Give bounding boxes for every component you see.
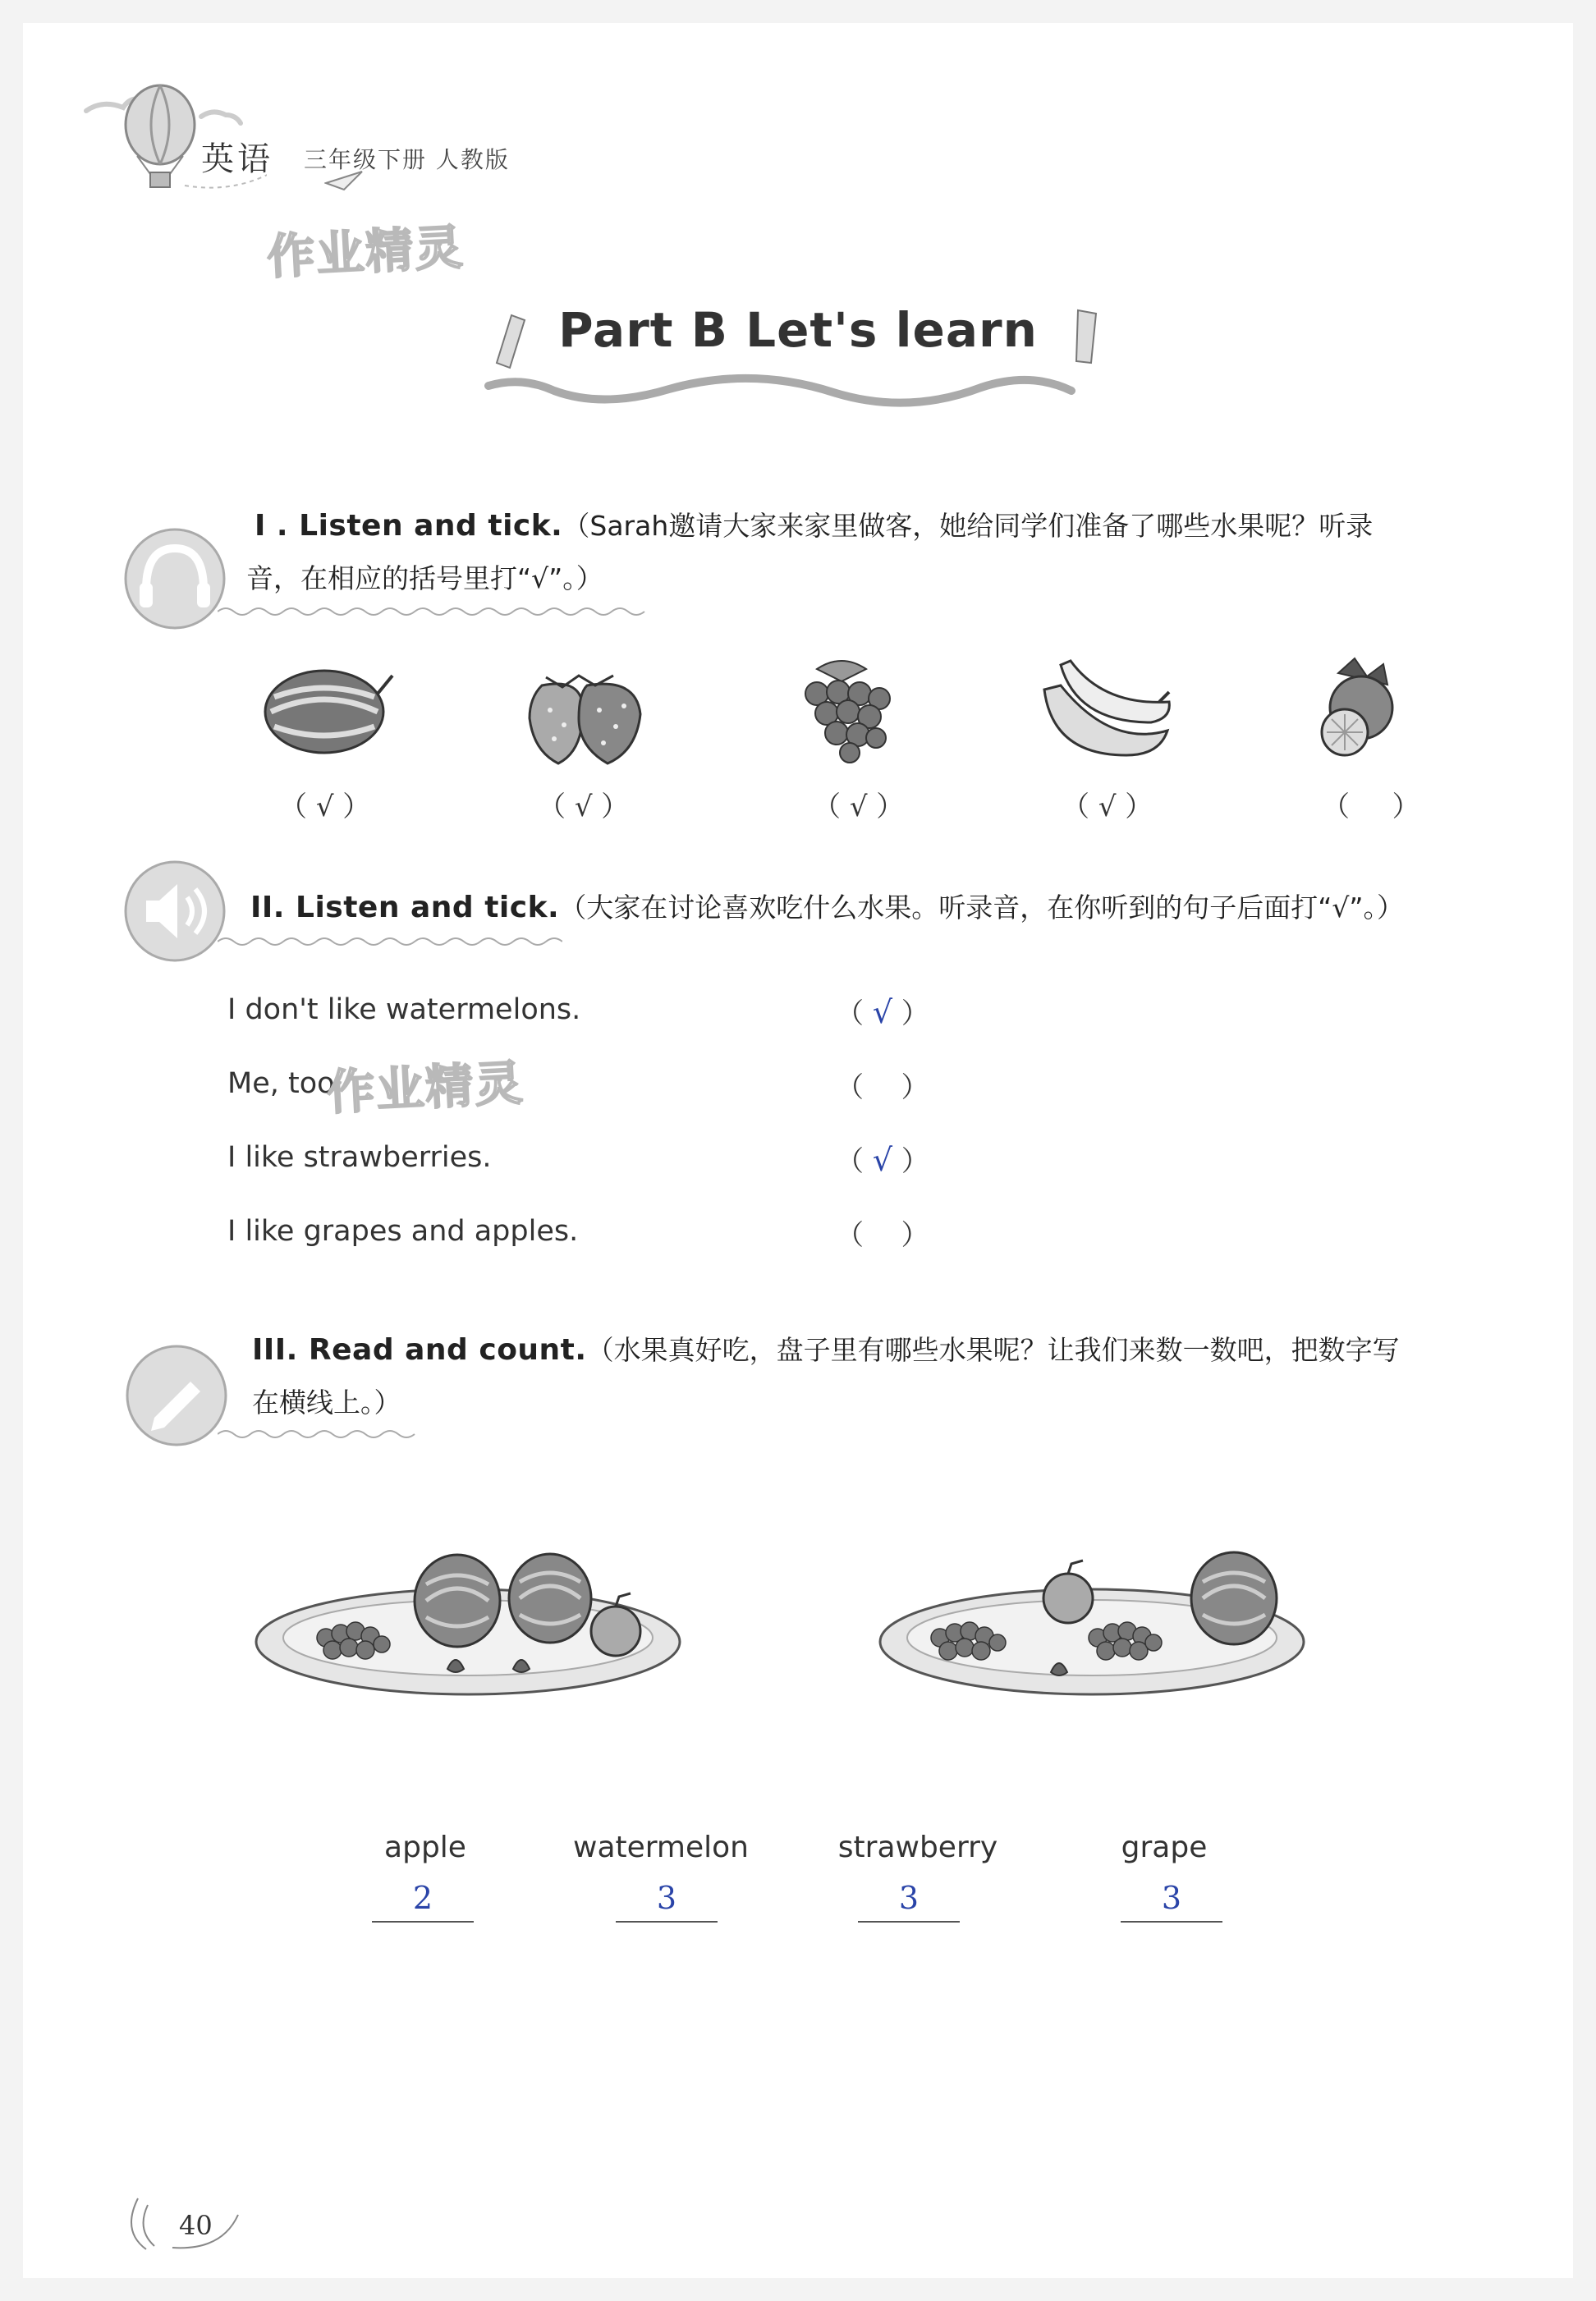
grapes-icon xyxy=(784,653,907,768)
count-answer-strawberry: 3 xyxy=(858,1880,960,1923)
count-word-watermelon: watermelon xyxy=(573,1831,749,1864)
fruit-answer-2: （ √ ） xyxy=(538,791,630,823)
page-number: 40 xyxy=(179,2210,213,2241)
sentence-1: I don't like watermelons. xyxy=(227,993,581,1026)
section3-instruction-2 xyxy=(252,1376,401,1430)
headphones-icon xyxy=(122,525,228,632)
speaker-icon xyxy=(122,858,228,965)
watermelon-icon xyxy=(263,661,394,759)
count-answer-grape: 3 xyxy=(1121,1880,1222,1923)
fruit-answer-5: （ ） xyxy=(1322,791,1420,823)
sentence-4-answer: （ ） xyxy=(836,1219,929,1252)
strawberry-icon xyxy=(521,661,653,768)
count-answer-apple: 2 xyxy=(372,1880,474,1923)
count-word-grape: grape xyxy=(1121,1831,1208,1864)
sentence-3-answer: （ √ ） xyxy=(836,1142,929,1178)
section3-instruction-2-text: 在横线上。） xyxy=(252,1387,401,1419)
count-answer-watermelon: 3 xyxy=(616,1880,718,1923)
sentence-2-answer: （ ） xyxy=(836,1071,929,1104)
section3-instruction-1: （水果真好吃，盘子里有哪些水果呢？让我们来数一数吧，把数字写 xyxy=(586,1334,1400,1366)
orange-icon xyxy=(1305,657,1412,763)
answer-mark: √ xyxy=(872,1142,893,1178)
watermark-text: 作业精灵 xyxy=(325,1054,525,1121)
sentence-3: I like strawberries. xyxy=(227,1141,492,1174)
section2-heading: II. Listen and tick. xyxy=(250,891,560,924)
wavy-divider xyxy=(218,936,562,947)
wavy-divider xyxy=(218,606,661,617)
watermark-text: 作业精灵 xyxy=(265,218,466,286)
count-word-apple: apple xyxy=(384,1831,466,1864)
fruit-answer-4: （ √ ） xyxy=(1062,791,1153,823)
section1-heading: I . Listen and tick. xyxy=(255,509,563,543)
fruit-answer-3: （ √ ） xyxy=(813,791,905,823)
fruit-answer-1: （ √ ） xyxy=(279,791,371,823)
section2-instruction: （大家在讨论喜欢吃什么水果。听录音，在你听到的句子后面打“√”。） xyxy=(559,892,1404,924)
answer-mark: √ xyxy=(849,791,868,823)
count-word-strawberry: strawberry xyxy=(837,1831,998,1864)
sentence-4: I like grapes and apples. xyxy=(227,1215,579,1248)
fruit-plate-2-icon xyxy=(874,1539,1318,1712)
answer-mark: √ xyxy=(872,994,893,1030)
section1-instruction-2-text: 音，在相应的括号里打“√”。） xyxy=(246,562,603,594)
section1-instruction-2 xyxy=(246,552,603,606)
section1-heading-line1 xyxy=(255,499,1470,553)
pencil-icon xyxy=(123,1342,230,1449)
header-grade: 三年级下册 人教版 xyxy=(304,146,510,173)
sentence-2: Me, too. xyxy=(227,1067,344,1100)
answer-mark: √ xyxy=(1098,791,1117,823)
section1-instruction-1: （Sarah邀请大家来家里做客，她给同学们准备了哪些水果呢？听录 xyxy=(562,510,1374,542)
banana-icon xyxy=(1036,657,1176,772)
section3-heading: III. Read and count. xyxy=(252,1333,587,1367)
answer-mark: √ xyxy=(574,791,593,823)
wavy-divider xyxy=(218,1428,423,1440)
section2-heading-line xyxy=(250,881,1482,935)
page-title: Part B Let's learn xyxy=(558,302,1038,358)
sentence-1-answer: （ √ ） xyxy=(836,994,929,1030)
section3-heading-line1 xyxy=(252,1323,1475,1377)
answer-mark: √ xyxy=(315,791,334,823)
header-subject: 英语 xyxy=(201,140,273,178)
fruit-plate-1-icon xyxy=(250,1539,694,1712)
